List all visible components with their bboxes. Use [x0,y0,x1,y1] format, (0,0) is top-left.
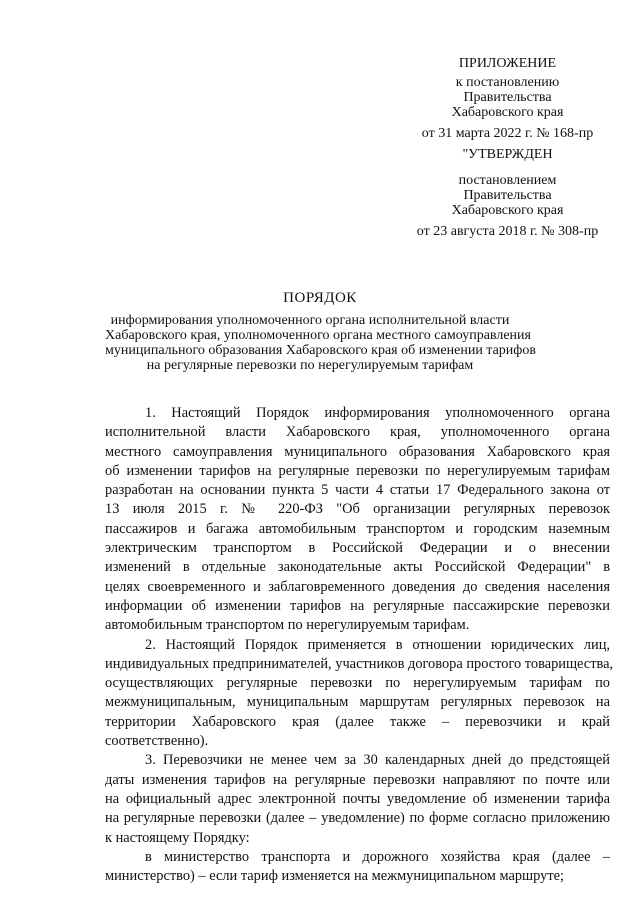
paragraph-line: 13 июля 2015 г. № 220-ФЗ "Об организации регулярных перевозок [105,501,610,518]
appendix-block [395,56,620,239]
paragraph-4 [105,848,610,887]
paragraph-line: разработан на основании пункта 5 части 4 статьи 17 Федерального закона от [105,482,610,499]
approved-heading: "УТВЕРЖДЕН [462,147,553,162]
paragraph-line: исполнительной власти Хабаровского края, уполномоченного органа [105,424,610,441]
appendix-heading: ПРИЛОЖЕНИЕ [458,56,557,71]
paragraph-line: информации об изменении тарифов на регулярные пассажирские перевозки [105,597,610,614]
paragraph-line: об изменении тарифов на регулярные перевозки по нерегулируемым тарифам [105,462,610,479]
paragraph-2 [105,636,614,752]
paragraph-line: автомобильным транспортом по нерегулируемым тарифам. [105,617,470,634]
subtitle-line: муниципального образования Хабаровского края об изменении тарифов [105,343,536,358]
appendix-line: Правительства [463,90,552,105]
paragraph-line: индивидуальных предпринимателей, участников договора простого товарищества, [105,655,614,672]
paragraph-line: целях своевременного и заблаговременного доведения до сведения населения [105,578,610,595]
appendix-line: Хабаровского края [451,105,564,120]
paragraph-line: изменений в отдельные законодательные акты Российской Федерации" в [105,559,610,576]
paragraph-line: министерство) – если тариф изменяется на межмуниципальном маршруте; [105,868,565,885]
appendix-line: к постановлению [455,75,560,90]
paragraph-line: межмуниципальным, муниципальным маршрутам регулярных перевозок на [105,694,610,711]
paragraph-line: в министерство транспорта и дорожного хозяйства края (далее – [145,848,610,865]
approved-line: Хабаровского края [451,203,564,218]
paragraph-line: 1. Настоящий Порядок информирования уполномоченного органа [145,405,610,421]
paragraph-3 [105,751,610,847]
subtitle-line: информирования уполномоченного органа исполнительной власти [110,313,510,328]
paragraph-line: на официальный адрес электронной почты уведомление об изменении тарифа [105,790,610,807]
paragraph-line: электрическим транспортом в Российской Федерации и о внесении [105,540,610,557]
document-title: ПОРЯДОК [283,290,357,306]
paragraph-line: на регулярные перевозки (далее – уведомление) по форме согласно приложению [105,810,610,827]
subtitle-line: Хабаровского края, уполномоченного органа местного самоуправления [105,328,531,343]
document-body [105,404,614,886]
approved-line: постановлением [458,173,557,188]
paragraph-line: 2. Настоящий Порядок применяется в отношении юридических лиц, [145,636,610,653]
paragraph-line: местного самоуправления муниципального образования Хабаровского края [105,443,610,460]
paragraph-line: к настоящему Порядку: [105,829,250,846]
appendix-date: от 31 марта 2022 г. № 168-пр [421,126,594,141]
paragraph-1 [105,404,610,636]
paragraph-line: территории Хабаровского края (далее также – перевозчики и край [105,713,610,730]
approved-date: от 23 августа 2018 г. № 308-пр [416,224,599,239]
paragraph-line: пассажиров и багажа автомобильным транспортом и городским наземным [105,520,610,537]
paragraph-line: осуществляющих регулярные перевозки по нерегулируемым тарифам по [105,675,610,692]
document-subtitle [105,313,536,373]
subtitle-line: на регулярные перевозки по нерегулируемым тарифам [146,358,474,373]
paragraph-line: соответственно). [105,733,209,750]
paragraph-line: 3. Перевозчики не менее чем за 30 календарных дней до предстоящей [145,752,610,769]
approved-line: Правительства [463,188,552,203]
paragraph-line: даты изменения тарифов на регулярные перевозки направляют по почте или [105,771,610,788]
